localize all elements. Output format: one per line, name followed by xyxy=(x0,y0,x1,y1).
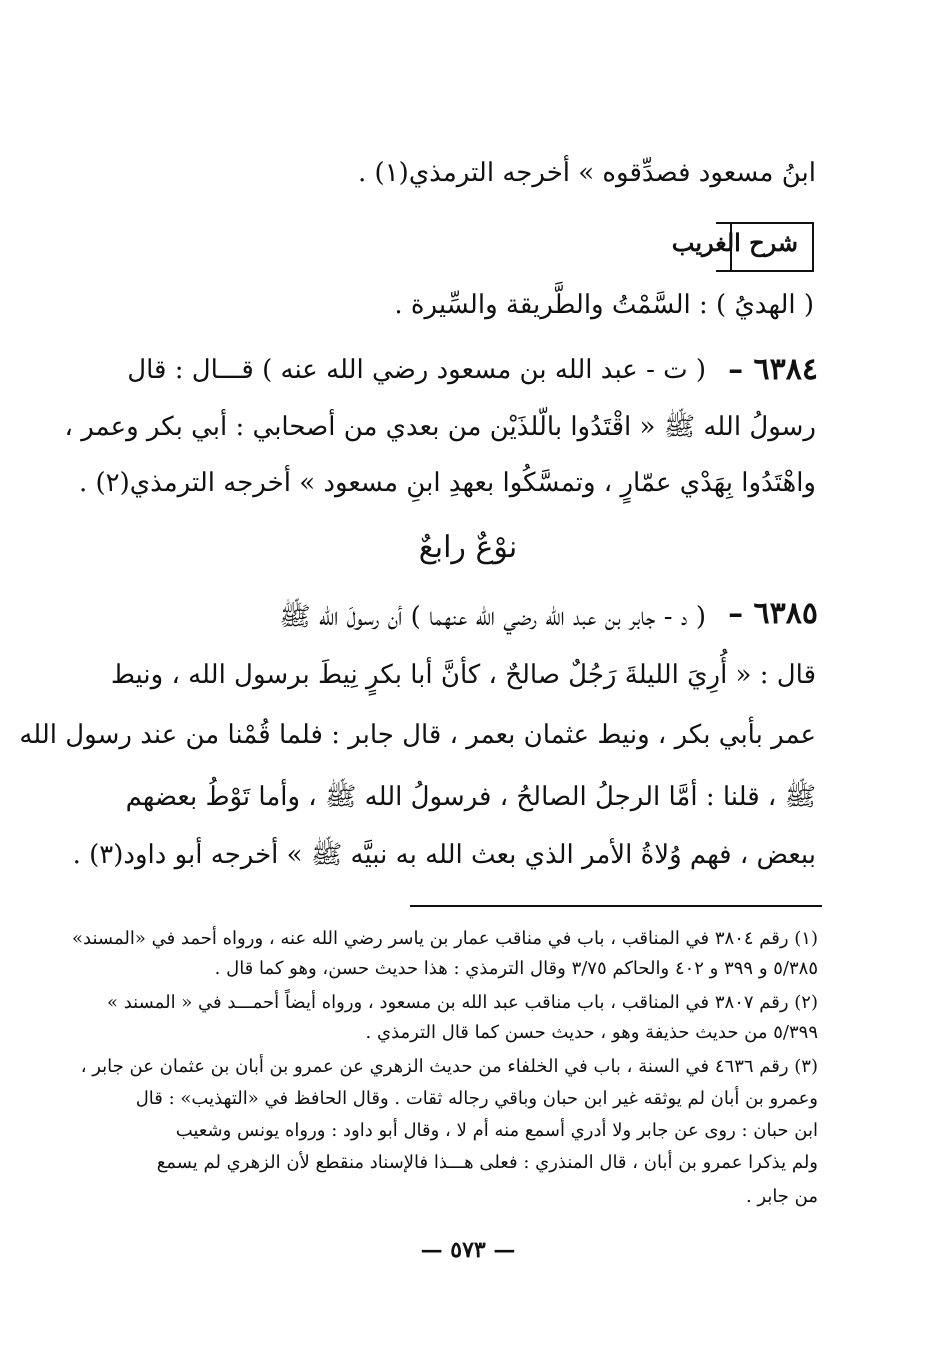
text-line: ابنُ مسعود فصدِّقوه » أخرجه الترمذي(١) . xyxy=(358,158,816,188)
footnote-line: (٣) رقم ٤٦٣٦ في السنة ، باب في الخلفاء من حديث الزهري عن عمرو بن أبان بن عثمان عن جابر ، xyxy=(80,1056,818,1077)
footnote-line: ولم يذكرا عمرو بن أبان ، قال المنذري : فعلى هـــذا فالإسناد منقطع لأن الزهري لم يسمع xyxy=(156,1152,818,1173)
hadith-line: ﷺ ، قلنا : أمَّا الرجلُ الصالحُ ، فرسولُ الله ﷺ ، وأما تَوْطُ بعضهم xyxy=(125,782,816,812)
hadith-line: ( د - جابر بن عبد الله رضي الله عنهما ) أن رسولَ الله ﷺ xyxy=(279,602,706,632)
hadith-number: ٦٣٨٥ – xyxy=(728,596,818,631)
footnote-line: ٥/٣٨٥ و ٣٩٩ و ٤٠٢ والحاكم ٣/٧٥ وقال الترمذي : هذا حديث حسن، وهو كما قال . xyxy=(214,958,818,979)
footnote-line: وعمرو بن أبان لم يوثقه غير ابن حبان وباقي رجاله ثقات . وقال الحافظ في «التهذيب» : قال xyxy=(135,1088,818,1109)
footnote-line: (١) رقم ٣٨٠٤ في المناقب ، باب في مناقب عمار بن ياسر رضي الله عنه ، ورواه أحمد في «المسند» xyxy=(72,928,818,949)
footnote-line: ٥/٣٩٩ من حديث حذيفة وهو ، حديث حسن كما قال الترمذي . xyxy=(365,1022,818,1043)
hadith-line: قال : « أُرِيَ الليلةَ رَجُلٌ صالحٌ ، كأنَّ أبا بكرٍ نِيطَ برسول الله ، ونيط xyxy=(110,660,816,690)
hadith-line: عمر بأبي بكر ، ونيط عثمان بعمر ، قال جابر : فلما قُمْنا من عند رسول الله xyxy=(19,720,816,750)
hadith-line: رسولُ الله ﷺ « اقْتَدُوا بالّلذَيْن من بعدي من أصحابي : أبي بكر وعمر ، xyxy=(64,412,816,442)
hadith-line: واهْتَدُوا بِهَدْي عمّارٍ ، وتمسَّكُوا بعهدِ ابنِ مسعود » أخرجه الترمذي(٢) . xyxy=(78,468,816,498)
page-number: — ٥٧٣ — xyxy=(420,1237,516,1263)
hadith-line: ( ت - عبد الله بن مسعود رضي الله عنه ) قـــال : قال xyxy=(127,355,706,385)
footnote-divider xyxy=(410,905,822,907)
hadith-line: ببعض ، فهم وُلاةُ الأمر الذي بعث الله به نبيَّه ﷺ » أخرجه أبو داود(٣) . xyxy=(72,840,816,870)
footnote-line: ابن حبان : روى عن جابر ولا أدري أسمع منه أم لا ، وقال أبو داود : ورواه يونس وشعيب xyxy=(175,1120,818,1141)
subheading: نوْعٌ رابعٌ xyxy=(418,530,518,565)
hadith-number: ٦٣٨٤ – xyxy=(728,352,818,387)
footnote-line: من جابر . xyxy=(745,1186,818,1207)
section-title: شرح الغريب xyxy=(671,228,798,257)
gloss-line: ( الهديُ ) : السَّمْتُ والطَّريقة والسِّيرة . xyxy=(394,290,814,320)
footnote-line: (٢) رقم ٣٨٠٧ في المناقب ، باب مناقب عبد الله بن مسعود ، ورواه أيضاً أحمـــد في « المسند » xyxy=(107,992,818,1013)
